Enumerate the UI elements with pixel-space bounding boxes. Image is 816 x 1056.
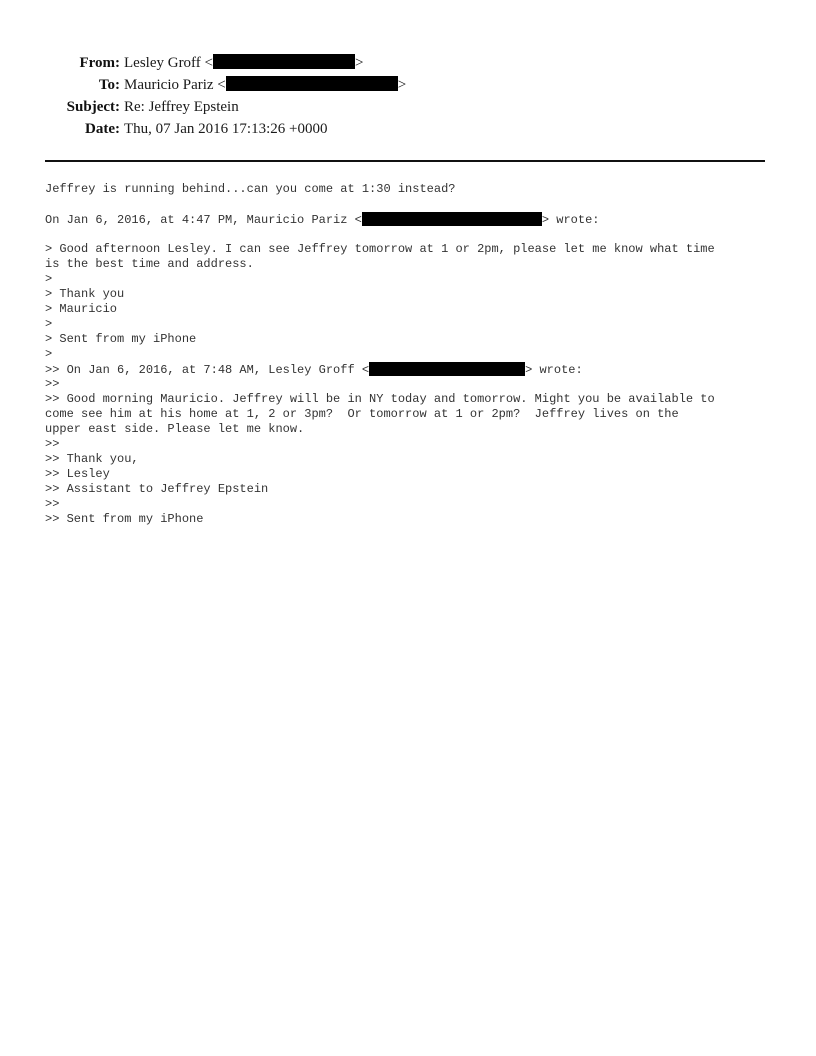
quoted-line: is the best time and address. [45,257,254,271]
blank-line [45,227,785,242]
nested-quoted-line: come see him at his home at 1, 2 or 3pm? Or tomorrow at 1 or 2pm? Jeffrey lives on the [45,407,679,421]
nested-quoted-line: upper east side. Please let me know. [45,422,305,436]
nested-quoted-line: >> Assistant to Jeffrey Epstein [45,482,269,496]
nested-quoted-line: >> [45,437,60,451]
from-close: > [355,55,364,71]
quoted-line: > Sent from my iPhone [45,332,197,346]
redaction-box [213,54,355,69]
email-body [45,182,785,527]
date-label: Date: [85,121,120,137]
redaction-box [226,76,398,91]
nested-quote-attribution [45,362,785,377]
redaction-box [369,362,525,376]
subject-label: Subject: [66,99,120,115]
quoted-line: > [45,317,53,331]
to-label: To: [98,77,120,93]
reply-text: Jeffrey is running behind...can you come at 1:30 instead? [45,182,456,196]
from-label: From: [79,55,120,71]
nested-quoted-line: >> Good morning Mauricio. Jeffrey will be in NY today and tomorrow. Might you be available to [45,392,715,406]
email-header [0,52,816,140]
date-row [0,118,816,140]
to-value [124,74,406,96]
quoted-line: > Good afternoon Lesley. I can see Jeffrey tomorrow at 1 or 2pm, please let me know what time [45,242,715,256]
quote-attribution [45,212,785,227]
nested-quoted-line: >> Lesley [45,467,110,481]
quoted-line: > [45,347,53,361]
to-name: Mauricio Pariz < [124,77,226,93]
to-row [0,74,816,96]
quoted-line: > Mauricio [45,302,118,316]
header-divider [45,160,765,162]
attribution-suffix: > wrote: [541,213,600,227]
redaction-box [362,212,542,226]
nested-quoted-line: >> Thank you, [45,452,139,466]
subject-row [0,96,816,118]
nested-quoted-line: >> [45,497,60,511]
attribution-suffix: > wrote: [525,363,583,377]
quoted-line: > Thank you [45,287,125,301]
attribution-text: On Jan 6, 2016, at 4:47 PM, Mauricio Pariz < [45,213,362,227]
attribution-text: >> On Jan 6, 2016, at 7:48 AM, Lesley Groff < [45,363,370,377]
from-row [0,52,816,74]
quoted-line: > [45,272,53,286]
nested-quoted-line: >> [45,377,60,391]
to-close: > [397,77,407,93]
blank-line [45,197,785,212]
from-value [124,52,363,74]
date-value: Thu, 07 Jan 2016 17:13:26 +0000 [124,121,328,137]
nested-quoted-line: >> Sent from my iPhone [45,512,204,526]
from-name: Lesley Groff < [124,55,213,71]
subject-value: Re: Jeffrey Epstein [124,99,239,115]
